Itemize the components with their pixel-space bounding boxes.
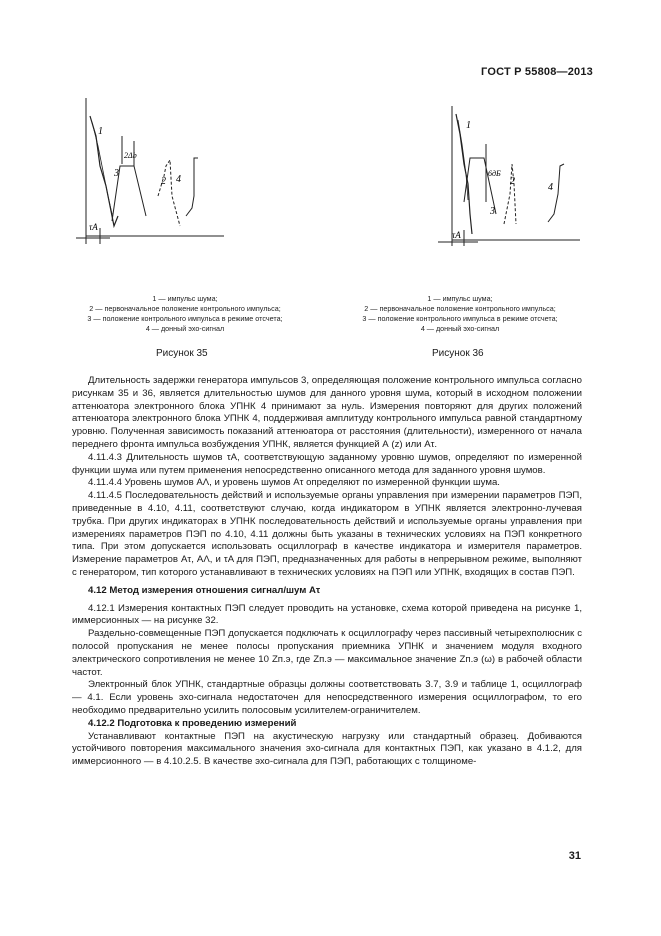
fig35-bottom-echo	[186, 158, 198, 216]
fig36-bottom-echo	[548, 164, 564, 222]
fig35-label-1: 1	[98, 126, 103, 137]
fig35-axis-label: 2Δb	[124, 151, 137, 160]
fig36-axis-label: 6дБ	[488, 169, 501, 178]
fig35-legend-item-3: 3 — положение контрольного импульса в режиме отсчета;	[87, 314, 283, 323]
fig36-label-4: 4	[548, 182, 553, 193]
paragraph-4-11-4-3: 4.11.4.3 Длительность шумов τA, соответствующую заданному уровню шумов, определяют по измеренной функции шума или путем применения непосредственно описанного метода для заданного уровня шумов.	[72, 451, 582, 476]
fig36-label-3: 3	[490, 206, 495, 217]
paragraph-delay: Длительность задержки генератора импульсов 3, определяющая положение контрольного импульса согласно рисункам 35 и 36, является длительностью шумов для данного уровня шума, который в исходном положении аттенюатора электронного блока УПНК 4 принимают за нуль. Измерения повторяют для других положений аттенюатора электронного блока УПНК 4, поддерживая амплитуду контрольного импульса равной стандартному уровню. Полученная зависимость показаний аттенюатора от расстояния (длительности), измеренного от начала переднего фронта импульса возбуждения УПНК, является функцией А (z) или Аτ.	[72, 375, 582, 450]
paragraph-4-11-4-4: 4.11.4.4 Уровень шумов AΛ, и уровень шумов Aτ определяют по измеренной функции шума.	[88, 477, 500, 489]
fig35-label-2: 2	[161, 176, 166, 187]
fig35-legend-item-4: 4 — донный эхо-сигнал	[145, 324, 225, 333]
fig36-legend-item-1: 1 — импульс шума;	[427, 294, 493, 303]
page-number: 31	[568, 850, 581, 862]
fig36-label-2: 2	[510, 176, 515, 187]
figure-36-diagram	[424, 104, 584, 252]
section-heading-4-12-2: 4.12.2 Подготовка к проведению измерений	[88, 717, 297, 729]
fig35-initial-pulse	[158, 160, 180, 226]
paragraph-separated: Раздельно-совмещенные ПЭП допускается подключать к осциллографу через пассивный четырехполюсник с полосой пропускания не менее полосы пропускания приемника УПНК и значением модуля входного электрического сопротивления не менее 10 Zп.э, где Zп.э — максимальное значение Zп.э (ω) в рабочей области частот.	[72, 628, 582, 678]
fig35-label-4: 4	[176, 174, 181, 185]
fig36-noise-pulse	[456, 114, 472, 234]
fig36-legend-item-3: 3 — положение контрольного импульса в режиме отсчета;	[362, 314, 558, 323]
section-heading-4-12: 4.12 Метод измерения отношения сигнал/шум Aτ	[88, 584, 321, 596]
fig36-legend-item-2: 2 — первоначальное положение контрольного импульса;	[364, 304, 556, 313]
fig36-tau-label: τA	[452, 230, 461, 240]
fig36-label-1: 1	[466, 120, 471, 131]
paragraph-4-12-1: 4.12.1 Измерения контактных ПЭП следует проводить на установке, схема которой приведена на рисунке 1, иммерсионных — на рисунке 32.	[72, 602, 582, 627]
figure-35-legend	[60, 294, 310, 334]
paragraph-install: Устанавливают контактные ПЭП на акустическую нагрузку или стандартный образец. Добиваются устойчивого повторения максимального значения эхо-сигнала для контактных ПЭП, как указано в 4.1.2, для иммерсионного — в 4.10.2.5. В качестве эхо-сигнала для ПЭП, работающих с толщиноме-	[72, 730, 582, 768]
document-body	[72, 375, 582, 769]
document-header: ГОСТ Р 55808—2013	[481, 66, 593, 78]
figure-36-title: Рисунок 36	[432, 348, 484, 359]
figure-35-diagram	[76, 96, 226, 246]
figure-36-legend	[335, 294, 585, 334]
fig35-tau-label: τA	[89, 222, 98, 232]
fig36-legend-item-4: 4 — донный эхо-сигнал	[420, 324, 500, 333]
fig35-label-3: 3	[114, 168, 119, 179]
paragraph-4-11-4-5: 4.11.4.5 Последовательность действий и используемые органы управления при измерении параметров ПЭП, приведенные в 4.10, 4.11, соответствуют случаю, когда индикатором в УПНК является электронно-лучевая трубка. При других индикаторах в УПНК последовательность действий и используемые органы управления при измерениях параметров ПЭП по 4.10, 4.11 должны быть указаны в технических условиях на ПЭП конкретного типа. При этом допускается использовать осциллограф в качестве индикатора и измерителя параметров. Измерение параметров Aτ, AΛ, и τA для ПЭП, предназначенных для работы в непрерывном режиме, выполняют с генератором, тип которого устанавливают в технических условиях на ПЭП или УПНК, входящих в состав ПЭП.	[72, 490, 582, 578]
fig35-legend-item-1: 1 — импульс шума;	[152, 294, 218, 303]
paragraph-electronic-unit: Электронный блок УПНК, стандартные образцы должны соответствовать 3.7, 3.9 и таблице 1, осциллограф — 4.1. Если уровень эхо-сигнала недостаточен для непосредственного измерения осциллографом, то его необходимо предварительно усилить полосовым усилителем-ограничителем.	[72, 679, 582, 716]
fig36-initial-pulse	[504, 164, 516, 224]
fig35-legend-item-2: 2 — первоначальное положение контрольного импульса;	[89, 304, 281, 313]
figure-35-title: Рисунок 35	[156, 348, 208, 359]
